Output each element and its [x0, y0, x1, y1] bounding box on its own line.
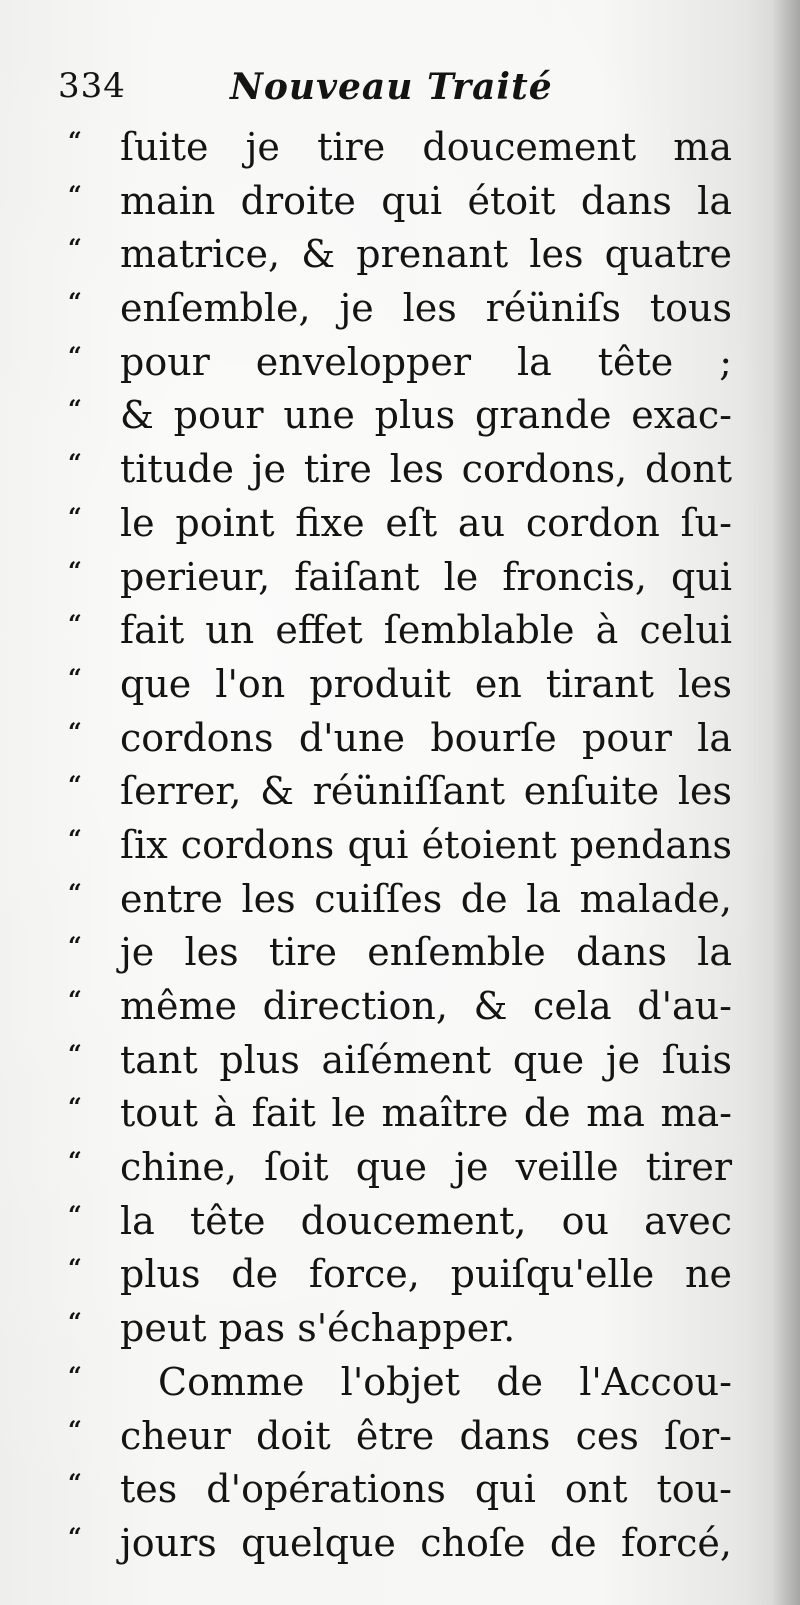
quote-mark: “ [68, 448, 81, 478]
quote-mark: “ [68, 1092, 81, 1122]
quote-mark: “ [68, 1253, 81, 1283]
text-line [0, 657, 800, 711]
line-text: même direction, & cela d'au- [120, 984, 732, 1028]
text-line [0, 335, 800, 389]
line-text: cordons d'une bourſe pour la [120, 715, 732, 760]
quote-mark: “ [68, 126, 81, 155]
quote-mark: “ [68, 770, 81, 800]
text-line [0, 442, 800, 496]
line-text: tout à fait le maître de ma ma- [120, 1091, 732, 1136]
line-text: plus de force, puiſqu'elle ne [120, 1252, 732, 1297]
line-text: jours quelque choſe de forcé, [120, 1520, 732, 1565]
page-header [58, 66, 738, 116]
text-line [0, 603, 800, 657]
line-text: chine, ſoit que je veille tirer [120, 1145, 732, 1190]
line-text: Comme l'objet de l'Accou- [158, 1359, 732, 1404]
line-text: que l'on produit en tirant les [120, 661, 732, 706]
quote-mark: “ [68, 985, 81, 1014]
line-text: entre les cuiſſes de la malade, [120, 876, 732, 921]
quote-mark: “ [68, 823, 81, 853]
text-line [0, 1355, 800, 1409]
line-text: cheur doit être dans ces ſor- [120, 1413, 732, 1458]
quote-mark: “ [68, 1199, 81, 1229]
line-text: le point fixe eſt au cordon ſu- [120, 500, 732, 545]
text-line [0, 711, 800, 765]
text-line [0, 1140, 800, 1194]
quote-mark: “ [68, 877, 81, 907]
text-line [0, 872, 800, 926]
line-text: ſerrer, & réüniſſant enſuite les [120, 769, 732, 814]
text-line [0, 1194, 800, 1248]
line-text: titude je tire les cordons, dont [120, 447, 732, 492]
quote-mark: “ [68, 179, 81, 209]
line-text: la tête doucement, ou avec [120, 1198, 732, 1243]
quote-mark: “ [68, 1360, 81, 1390]
text-line [0, 925, 800, 979]
quote-mark: “ [68, 716, 81, 746]
quote-mark: “ [68, 394, 81, 424]
quote-mark: “ [68, 1146, 81, 1176]
text-line [0, 1247, 800, 1301]
quote-mark: “ [68, 287, 81, 317]
line-text: tes d'opérations qui ont tou- [120, 1467, 732, 1512]
quote-mark: “ [68, 1468, 81, 1498]
quote-mark: “ [68, 931, 81, 961]
quote-mark: “ [68, 609, 81, 639]
quote-mark: “ [68, 1307, 81, 1337]
line-text: matrice, & prenant les quatre [120, 232, 732, 277]
line-text: fait un effet ſemblable à celui [120, 608, 732, 653]
line-text: & pour une plus grande exac- [120, 393, 732, 438]
text-line [0, 1409, 800, 1463]
page-number: 334 [58, 66, 126, 106]
text-line [0, 550, 800, 604]
quote-mark: “ [68, 1521, 81, 1551]
quote-mark: “ [68, 662, 81, 692]
running-title: Nouveau Traité [230, 66, 553, 108]
quote-mark: “ [68, 1414, 81, 1444]
text-line [0, 1086, 800, 1140]
text-line [0, 1516, 800, 1570]
text-line [0, 1462, 800, 1516]
quote-mark: “ [68, 555, 81, 585]
text-line [0, 1301, 800, 1355]
line-text: tant plus aiſément que je ſuis [120, 1037, 732, 1082]
text-line [0, 496, 800, 550]
text-line [0, 979, 800, 1033]
body-text [0, 120, 800, 1570]
line-text: ſuite je tire doucement ma [120, 125, 732, 169]
quote-mark: “ [68, 1038, 81, 1068]
text-line [0, 281, 800, 335]
text-line [0, 174, 800, 228]
line-text: peut pas s'échapper. [120, 1306, 516, 1351]
text-line [0, 764, 800, 818]
line-text: enſemble, je les réüniſs tous [120, 286, 732, 331]
text-line [0, 120, 800, 174]
line-text: main droite qui étoit dans la [120, 178, 732, 223]
line-text: pour envelopper la tête ; [120, 339, 732, 384]
line-text: ſix cordons qui étoient pendans [120, 822, 732, 867]
quote-mark: “ [68, 233, 81, 263]
text-line [0, 1033, 800, 1087]
line-text: perieur, faiſant le froncis, qui [120, 554, 732, 599]
quote-mark: “ [68, 501, 81, 531]
text-line [0, 227, 800, 281]
line-text: je les tire enſemble dans la [120, 930, 732, 975]
text-line [0, 818, 800, 872]
quote-mark: “ [68, 340, 81, 370]
text-line [0, 388, 800, 442]
